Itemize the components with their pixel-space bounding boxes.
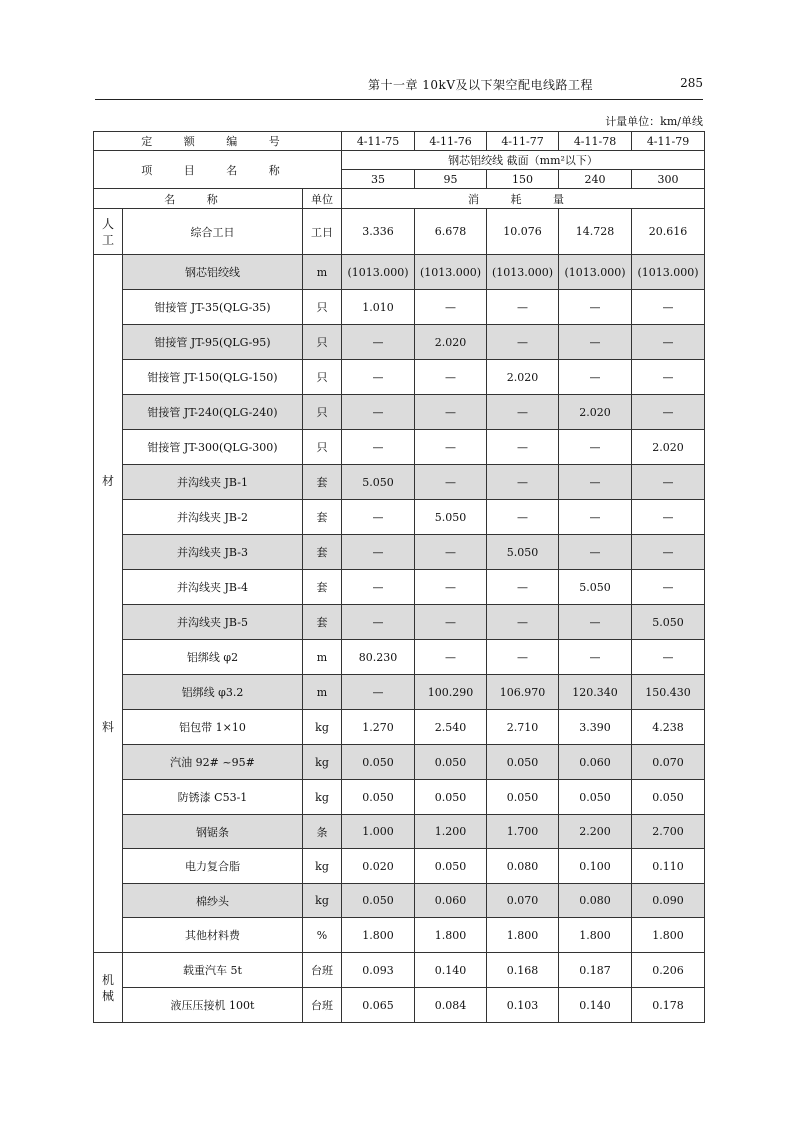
- table-row: [94, 430, 705, 465]
- value-cell: 1.800: [632, 918, 705, 953]
- value-cell: 2.020: [559, 395, 632, 430]
- header-rule: [95, 99, 703, 100]
- section-cell: 300: [632, 170, 705, 189]
- value-cell: —: [415, 605, 487, 640]
- item-name: 铝绑线 φ2: [123, 640, 303, 675]
- item-unit: kg: [303, 780, 342, 815]
- value-cell: 2.020: [632, 430, 705, 465]
- code-cell: 4-11-76: [415, 132, 487, 151]
- item-name: 液压压接机 100t: [123, 988, 303, 1023]
- value-cell: 0.050: [632, 780, 705, 815]
- value-cell: —: [487, 325, 559, 360]
- value-cell: —: [632, 465, 705, 500]
- item-unit: 只: [303, 325, 342, 360]
- value-cell: —: [415, 640, 487, 675]
- value-cell: —: [559, 535, 632, 570]
- section-cell: 95: [415, 170, 487, 189]
- value-cell: —: [487, 465, 559, 500]
- value-cell: 0.050: [342, 780, 415, 815]
- value-cell: —: [342, 570, 415, 605]
- table-row: [94, 535, 705, 570]
- item-name: 并沟线夹 JB-3: [123, 535, 303, 570]
- item-name: 综合工日: [123, 209, 303, 255]
- table-row: [94, 745, 705, 780]
- value-cell: —: [342, 500, 415, 535]
- value-cell: —: [632, 535, 705, 570]
- page-number: 285: [680, 76, 703, 90]
- value-cell: (1013.000): [559, 255, 632, 290]
- value-cell: 0.093: [342, 953, 415, 988]
- value-cell: —: [632, 325, 705, 360]
- value-cell: 2.020: [487, 360, 559, 395]
- value-cell: —: [342, 430, 415, 465]
- item-name: 棉纱头: [123, 884, 303, 918]
- group-title: 钢芯铝绞线 截面（mm²以下）: [342, 151, 705, 170]
- value-cell: 0.060: [559, 745, 632, 780]
- item-name: 并沟线夹 JB-1: [123, 465, 303, 500]
- value-cell: —: [487, 500, 559, 535]
- value-cell: 1.200: [415, 815, 487, 849]
- item-unit: 条: [303, 815, 342, 849]
- code-label: 定 额 编 号: [94, 132, 342, 151]
- value-cell: 0.050: [559, 780, 632, 815]
- item-name: 汽油 92# ~95#: [123, 745, 303, 780]
- code-cell: 4-11-79: [632, 132, 705, 151]
- item-label: 项 目 名 称: [94, 151, 342, 189]
- table-row: [94, 360, 705, 395]
- value-cell: —: [632, 395, 705, 430]
- value-cell: —: [487, 290, 559, 325]
- value-cell: 2.710: [487, 710, 559, 745]
- value-cell: —: [342, 535, 415, 570]
- material-category-text: 材: [101, 473, 114, 488]
- value-cell: 5.050: [632, 605, 705, 640]
- item-name: 铝绑线 φ3.2: [123, 675, 303, 710]
- col-consume-header: 消 耗 量: [342, 189, 705, 209]
- chapter-title: 第十一章 10kV及以下架空配电线路工程: [367, 78, 593, 92]
- value-cell: 0.050: [342, 745, 415, 780]
- value-cell: —: [342, 605, 415, 640]
- value-cell: —: [415, 290, 487, 325]
- item-unit: 只: [303, 395, 342, 430]
- material-category-text: 料: [101, 719, 114, 734]
- value-cell: 20.616: [632, 209, 705, 255]
- value-cell: 0.050: [342, 884, 415, 918]
- value-cell: 5.050: [342, 465, 415, 500]
- value-cell: 80.230: [342, 640, 415, 675]
- value-cell: —: [415, 570, 487, 605]
- value-cell: —: [632, 360, 705, 395]
- value-cell: 0.187: [559, 953, 632, 988]
- value-cell: —: [632, 570, 705, 605]
- value-cell: 0.084: [415, 988, 487, 1023]
- table-row: [94, 500, 705, 535]
- value-cell: 0.050: [415, 745, 487, 780]
- value-cell: 1.010: [342, 290, 415, 325]
- value-cell: 1.800: [342, 918, 415, 953]
- item-unit: kg: [303, 745, 342, 780]
- value-cell: —: [415, 535, 487, 570]
- item-unit: 套: [303, 535, 342, 570]
- value-cell: 5.050: [415, 500, 487, 535]
- unit-note: 计量单位：km/单线: [605, 115, 703, 128]
- value-cell: (1013.000): [632, 255, 705, 290]
- item-name: 并沟线夹 JB-4: [123, 570, 303, 605]
- table-body: [94, 132, 705, 1023]
- value-cell: 5.050: [559, 570, 632, 605]
- value-cell: 0.060: [415, 884, 487, 918]
- item-unit: kg: [303, 710, 342, 745]
- code-cell: 4-11-77: [487, 132, 559, 151]
- value-cell: 2.020: [415, 325, 487, 360]
- page-header: [95, 74, 703, 96]
- item-name: 并沟线夹 JB-2: [123, 500, 303, 535]
- item-unit: kg: [303, 884, 342, 918]
- item-unit: 套: [303, 465, 342, 500]
- value-cell: 0.070: [632, 745, 705, 780]
- item-name: 并沟线夹 JB-5: [123, 605, 303, 640]
- value-cell: —: [342, 395, 415, 430]
- group-row: [94, 151, 705, 170]
- table-row: [94, 640, 705, 675]
- value-cell: 150.430: [632, 675, 705, 710]
- value-cell: 1.800: [487, 918, 559, 953]
- value-cell: 120.340: [559, 675, 632, 710]
- value-cell: 0.070: [487, 884, 559, 918]
- item-name: 其他材料费: [123, 918, 303, 953]
- value-cell: 0.110: [632, 849, 705, 884]
- value-cell: 0.050: [415, 849, 487, 884]
- table-row: [94, 325, 705, 360]
- code-cell: 4-11-78: [559, 132, 632, 151]
- table-row: [94, 710, 705, 745]
- value-cell: (1013.000): [415, 255, 487, 290]
- table-row: [94, 918, 705, 953]
- value-cell: 2.700: [632, 815, 705, 849]
- value-cell: 3.336: [342, 209, 415, 255]
- value-cell: 0.090: [632, 884, 705, 918]
- item-unit: kg: [303, 849, 342, 884]
- table-row: [94, 953, 705, 988]
- value-cell: 1.270: [342, 710, 415, 745]
- value-cell: 1.800: [559, 918, 632, 953]
- value-cell: —: [487, 430, 559, 465]
- value-cell: —: [487, 605, 559, 640]
- item-unit: 工日: [303, 209, 342, 255]
- section-cell: 150: [487, 170, 559, 189]
- value-cell: —: [342, 325, 415, 360]
- table-row: [94, 884, 705, 918]
- value-cell: 0.080: [487, 849, 559, 884]
- value-cell: 0.020: [342, 849, 415, 884]
- item-name: 防锈漆 C53-1: [123, 780, 303, 815]
- item-name: 电力复合脂: [123, 849, 303, 884]
- item-name: 钳接管 JT-240(QLG-240): [123, 395, 303, 430]
- value-cell: 0.103: [487, 988, 559, 1023]
- table-row: [94, 605, 705, 640]
- value-cell: 0.050: [487, 745, 559, 780]
- item-unit: 台班: [303, 953, 342, 988]
- value-cell: —: [632, 500, 705, 535]
- value-cell: 10.076: [487, 209, 559, 255]
- table-row: [94, 570, 705, 605]
- item-unit: 只: [303, 290, 342, 325]
- table-row: [94, 255, 705, 290]
- value-cell: 1.800: [415, 918, 487, 953]
- column-header-row: [94, 189, 705, 209]
- item-unit: 套: [303, 570, 342, 605]
- section-cell: 240: [559, 170, 632, 189]
- value-cell: (1013.000): [487, 255, 559, 290]
- value-cell: —: [342, 360, 415, 395]
- item-unit: %: [303, 918, 342, 953]
- value-cell: 2.540: [415, 710, 487, 745]
- item-unit: m: [303, 640, 342, 675]
- item-name: 钢芯铝绞线: [123, 255, 303, 290]
- machine-category-text: 机械: [101, 972, 114, 1003]
- col-unit-header: 单位: [303, 189, 342, 209]
- machine-category: [94, 953, 123, 1023]
- table-row: [94, 988, 705, 1023]
- item-name: 钳接管 JT-300(QLG-300): [123, 430, 303, 465]
- value-cell: —: [559, 500, 632, 535]
- value-cell: —: [415, 465, 487, 500]
- value-cell: 0.080: [559, 884, 632, 918]
- value-cell: 1.000: [342, 815, 415, 849]
- value-cell: 1.700: [487, 815, 559, 849]
- item-unit: 只: [303, 360, 342, 395]
- table-row: [94, 815, 705, 849]
- value-cell: —: [559, 430, 632, 465]
- value-cell: 0.050: [415, 780, 487, 815]
- value-cell: 0.140: [415, 953, 487, 988]
- table-row: [94, 675, 705, 710]
- item-name: 钳接管 JT-95(QLG-95): [123, 325, 303, 360]
- value-cell: —: [632, 290, 705, 325]
- value-cell: 0.168: [487, 953, 559, 988]
- quota-table: [93, 131, 705, 1023]
- value-cell: —: [415, 360, 487, 395]
- code-row: [94, 132, 705, 151]
- value-cell: 6.678: [415, 209, 487, 255]
- value-cell: —: [415, 430, 487, 465]
- table-row: [94, 395, 705, 430]
- item-unit: 套: [303, 500, 342, 535]
- value-cell: 0.050: [487, 780, 559, 815]
- value-cell: —: [487, 640, 559, 675]
- item-name: 铝包带 1×10: [123, 710, 303, 745]
- value-cell: 4.238: [632, 710, 705, 745]
- item-unit: 套: [303, 605, 342, 640]
- value-cell: (1013.000): [342, 255, 415, 290]
- value-cell: 14.728: [559, 209, 632, 255]
- value-cell: 0.206: [632, 953, 705, 988]
- table-row: [94, 465, 705, 500]
- table-row: [94, 290, 705, 325]
- section-cell: 35: [342, 170, 415, 189]
- item-name: 载重汽车 5t: [123, 953, 303, 988]
- value-cell: —: [559, 325, 632, 360]
- value-cell: 0.140: [559, 988, 632, 1023]
- value-cell: —: [559, 605, 632, 640]
- value-cell: —: [487, 570, 559, 605]
- item-name: 钳接管 JT-150(QLG-150): [123, 360, 303, 395]
- value-cell: —: [559, 290, 632, 325]
- code-cell: 4-11-75: [342, 132, 415, 151]
- labor-category-text: 人工: [101, 216, 114, 247]
- value-cell: —: [415, 395, 487, 430]
- value-cell: —: [559, 465, 632, 500]
- value-cell: 0.065: [342, 988, 415, 1023]
- material-category: [94, 255, 123, 953]
- item-name: 钢锯条: [123, 815, 303, 849]
- value-cell: 3.390: [559, 710, 632, 745]
- table-row: [94, 780, 705, 815]
- table-row: [94, 849, 705, 884]
- col-name-header: 名 称: [94, 189, 303, 209]
- value-cell: —: [632, 640, 705, 675]
- item-unit: m: [303, 255, 342, 290]
- table-row: [94, 209, 705, 255]
- value-cell: 0.178: [632, 988, 705, 1023]
- value-cell: —: [342, 675, 415, 710]
- value-cell: —: [487, 395, 559, 430]
- item-unit: m: [303, 675, 342, 710]
- labor-category: [94, 209, 123, 255]
- item-unit: 只: [303, 430, 342, 465]
- value-cell: 2.200: [559, 815, 632, 849]
- value-cell: 5.050: [487, 535, 559, 570]
- item-name: 钳接管 JT-35(QLG-35): [123, 290, 303, 325]
- value-cell: —: [559, 640, 632, 675]
- value-cell: 106.970: [487, 675, 559, 710]
- value-cell: 0.100: [559, 849, 632, 884]
- item-unit: 台班: [303, 988, 342, 1023]
- value-cell: —: [559, 360, 632, 395]
- value-cell: 100.290: [415, 675, 487, 710]
